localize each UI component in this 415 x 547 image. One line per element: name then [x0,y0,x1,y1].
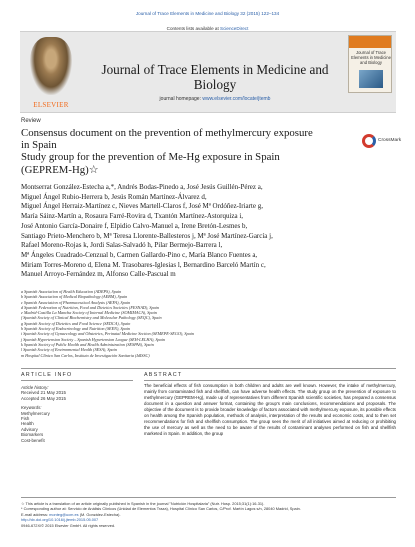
cover-title: Journal of Trace Elements in Medicine and Biology [351,50,391,65]
email-name: (M. González-Estecha). [79,511,121,517]
email-label: E-mail address: [21,511,49,517]
abstract-text: The beneficial effects of fish consumption in both children and adults are well known. However, the intake of methylmercury, mainly from contaminated fish and shellfish, can have adverse health effects. The study group on the prevention of exposure to methylmercury (GEPREM-Hg), made up of representatives from different Spanish scientific societies, has prepared a consensus document in a question and answer format, containing the group's main conclusions, recommendations and proposals. The objective of the document is to provide broader knowledge of factors associated with methylmercury exposure, its possible effects on health among the Spanish population, methods of analysis, interpretation of the results and economic costs, and to then set recommendations for fish and shellfish consumption. The group sees the merit of all initiatives aimed at reducing or prohibiting the use of mercury as well as the need to be aware of the results of contaminant analyses performed on fish and shellfish marketed in Spain. In addition, the group [144,383,396,436]
keyword: Advisory [21,426,38,432]
keyword: Biomarkers [21,432,44,438]
email-link[interactable]: monteg@ucm.es [49,511,79,517]
crossmark-icon [362,134,376,148]
author-line[interactable]: Miriam Torres-Moreno d, Elena M. Trasobares-Iglesias l, Bernardino Barceló Martín c, [21,260,266,269]
abstract-heading: ABSTRACT [144,372,183,378]
affiliation: m Hospital Clínico San Carlos, Instituto de Investigación Sanitaria (IdISSC) [21,352,150,358]
title-line: (GEPREM-Hg)☆ [21,163,99,176]
section-label: Review [21,118,41,124]
crossmark-badge[interactable] [362,134,402,152]
title-line: in Spain [21,139,57,152]
elsevier-tree-icon [30,37,72,95]
keywords-label: Keywords: [21,405,42,411]
divider [21,497,396,498]
affiliation: b Spanish Association of Medical Biopathology (AEBM), Spain [21,294,128,300]
doi-link[interactable]: http://dx.doi.org/10.1016/j.jtemb.2015.05.007 [21,517,99,523]
affiliation: h Spanish Society of Endocrinology and Nutrition (SEEN), Spain [21,326,130,332]
translation-note: ☆ This article is a translation of an article originally published in Spanish in the journal "Nutrición Hospitalaria" (Nutr. Hosp. 2015;31(1):16-31). [21,501,265,506]
divider [144,380,396,381]
journal-homepage [90,96,340,102]
title-line: Study group for the prevention of Me-Hg exposure in Spain [21,151,280,164]
corresponding-author: * Corresponding author at: Servicio de Análisis Clínicos (Unidad de Elementos Traza), Hospital Clínico San Carlos, C/Prof. Martín Lagos s/n, 28040 Madrid, Spain. [21,506,301,512]
keyword: Fish [21,416,30,422]
author-line[interactable]: Mª Ángeles Cuadrado-Cenzual b, Carmen Gallardo-Pino c, María Blanco Fuentes a, [21,250,258,259]
homepage-label: journal homepage: [159,96,201,102]
divider [21,368,396,369]
article-info-heading: ARTICLE INFO [21,372,73,378]
received-date: Received 21 May 2015 [21,390,66,396]
history-label: Article history: [21,385,49,390]
accepted-date: Accepted 26 May 2015 [21,395,66,401]
affiliation: l Spanish Society of Environmental Health (SESA), Spain [21,347,117,353]
availability-prefix: Contents lists available at [166,26,219,31]
affiliation: j Spanish Hypertension Society – Spanish Hypertension League (SEH-LELHA), Spain [21,336,165,342]
journal-cover-thumbnail[interactable] [348,35,392,93]
crossmark-label: CrossMark [378,138,402,143]
cover-band [349,36,391,48]
author-line[interactable]: Miguel Ángel Rubio-Herrera b, Jesús Román Martínez-Álvarez d, [21,192,207,201]
author-line[interactable]: Santiago Prieto-Menchero b, Mª Teresa Llorente-Ballesteros j, Mª José Martínez-García j, [21,231,273,240]
sciencedirect-link[interactable]: ScienceDirect [220,26,249,31]
keyword: Health [21,421,34,427]
affiliation: c Spanish Association of Pharmaceutical Analysts (AEFA), Spain [21,299,131,305]
keyword: Cost-benefit [21,437,45,443]
author-line[interactable]: Manuel Arroyo-Fernández m, Alfonso Calle-Pascual m [21,270,176,279]
affiliation: e Madrid-Castilla La Mancha Society of Internal Medicine (SOMIMACA), Spain [21,310,157,316]
author-line[interactable]: Miguel Ángel Herraiz-Martínez c, Nieves Martell-Claros f, José Mª Ordóñez-Iriarte g, [21,202,263,211]
keyword: Methylmercury [21,410,50,416]
affiliation: a Spanish Association of Health Education (ADEPS), Spain [21,289,122,294]
affiliation-list [21,289,381,358]
author-list [21,183,371,280]
article-info [21,385,131,443]
author-line[interactable]: Montserrat González-Estecha a,*, Andrés Bodas-Pinedo a, José Jesús Guillén-Pérez a, [21,183,263,191]
title-line: Consensus document on the prevention of methylmercury exposure [21,127,313,139]
author-line[interactable]: María Sáinz-Martín a, Rosaura Farré-Rovira d, Txantón Martínez-Astorquiza i, [21,212,244,221]
journal-title: Journal of Trace Elements in Medicine and Biology [101,62,329,92]
author-line[interactable]: José Antonio García-Donaire f, Elpidio Calvo-Manuel a, Irene Bretón-Lesmes b, [21,221,248,230]
affiliation: k Spanish Society of Public Health and Health Administration (SESPAS), Spain [21,341,154,347]
footnotes [21,501,396,528]
affiliation: f Spanish Society of Clinical Biochemistry and Molecular Pathology (SEQC), Spain [21,315,162,321]
elsevier-wordmark: ELSEVIER [33,101,69,109]
elsevier-logo[interactable] [22,35,80,111]
author-line[interactable]: Rafael Moreno-Rojas k, Jordi Salas-Salvadó h, Pilar Bermejo-Barrera l, [21,241,223,250]
affiliation: g Spanish Society of Dietetics and Food Science (SEDCA), Spain [21,320,131,326]
affiliation: d Spanish Federation of Nutrition, Food and Dietetics Societies (FESNAD), Spain [21,304,159,310]
divider [21,380,133,381]
cover-image [359,70,383,88]
affiliation: i Spanish Society of Gynaecology and Obstetrics, Perinatal Medicine Section (SEMEPE-SEGO), Spain [21,331,194,337]
journal-citation: Journal of Trace Elements in Medicine and Biology 32 (2015) 122–134 [135,11,280,16]
article-title [21,127,341,176]
copyright: 0946-672X/© 2015 Elsevier GmbH. All rights reserved. [21,522,116,528]
homepage-link[interactable]: www.elsevier.com/locate/jtemb [202,96,271,102]
